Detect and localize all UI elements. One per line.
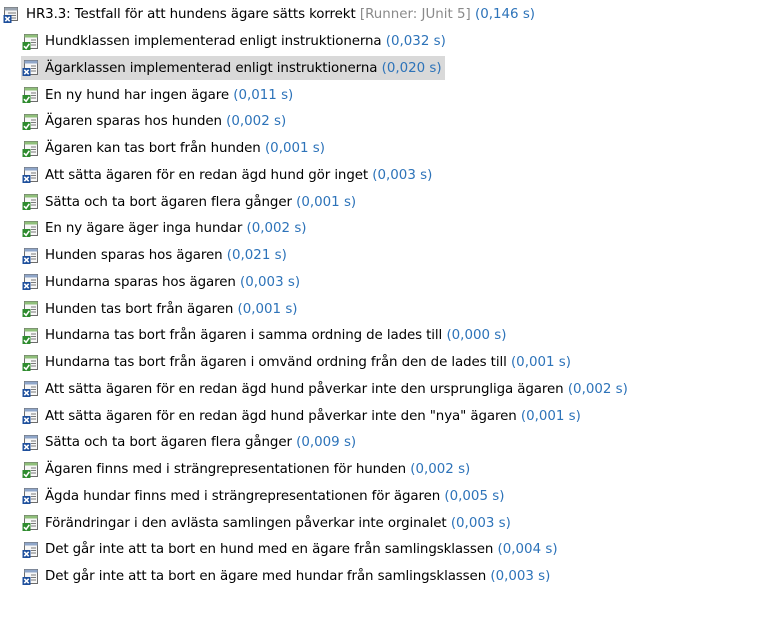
test-case-row[interactable] bbox=[21, 377, 631, 402]
test-suite-label[interactable] bbox=[2, 3, 538, 27]
test-case-time: (0,032 s) bbox=[385, 34, 446, 49]
test-case-row[interactable] bbox=[21, 404, 584, 429]
test-passed-icon bbox=[22, 514, 40, 532]
test-passed-icon bbox=[22, 300, 40, 318]
test-passed-icon bbox=[22, 354, 40, 372]
test-case-row[interactable] bbox=[21, 29, 449, 54]
test-case-row[interactable] bbox=[21, 56, 445, 81]
test-case-name: Sätta och ta bort ägaren flera gånger bbox=[45, 435, 292, 451]
test-case-time: (0,009 s) bbox=[296, 435, 357, 451]
test-case-row[interactable] bbox=[21, 537, 561, 562]
test-case-row[interactable] bbox=[21, 190, 359, 215]
test-suite-failed-icon bbox=[3, 6, 21, 24]
test-failed-icon bbox=[22, 434, 40, 452]
test-case-row[interactable] bbox=[21, 270, 303, 295]
test-case-name: Ägaren finns med i strängrepresentationen för hunden bbox=[45, 462, 406, 477]
test-case-name: Att sätta ägaren för en redan ägd hund påverkar inte den "nya" ägaren bbox=[45, 408, 517, 424]
test-case-name: Hunden tas bort från ägaren bbox=[45, 301, 234, 317]
test-case-time: (0,002 s) bbox=[246, 221, 307, 237]
test-suite-name: HR3.3: Testfall för att hundens ägare sätts korrekt bbox=[26, 7, 356, 22]
test-failed-icon bbox=[22, 166, 40, 184]
test-case-row[interactable] bbox=[21, 243, 290, 268]
test-failed-icon bbox=[22, 380, 40, 398]
test-case-row[interactable] bbox=[21, 83, 296, 108]
test-case-name: En ny hund har ingen ägare bbox=[45, 87, 229, 103]
test-case-time: (0,001 s) bbox=[296, 194, 357, 210]
test-case-row[interactable] bbox=[21, 484, 507, 509]
test-case-label[interactable] bbox=[21, 431, 359, 455]
test-case-row[interactable] bbox=[21, 457, 473, 482]
test-failed-icon bbox=[22, 541, 40, 559]
test-case-row[interactable] bbox=[21, 136, 328, 161]
test-case-label[interactable] bbox=[21, 163, 435, 187]
test-case-label[interactable] bbox=[21, 484, 507, 508]
test-case-row[interactable] bbox=[21, 511, 514, 536]
test-case-time: (0,001 s) bbox=[237, 301, 298, 317]
test-case-label[interactable] bbox=[21, 538, 561, 562]
test-case-label[interactable] bbox=[21, 404, 584, 428]
test-suite-time: (0,146 s) bbox=[475, 7, 536, 22]
test-case-time: (0,002 s) bbox=[226, 114, 287, 130]
test-case-label[interactable] bbox=[21, 297, 301, 321]
test-case-time: (0,001 s) bbox=[510, 355, 571, 370]
test-case-label[interactable] bbox=[21, 190, 359, 214]
test-case-time: (0,001 s) bbox=[264, 141, 325, 156]
test-passed-icon bbox=[22, 193, 40, 211]
test-case-label[interactable] bbox=[21, 110, 289, 134]
test-case-label[interactable] bbox=[21, 377, 631, 401]
test-case-label[interactable] bbox=[21, 511, 514, 535]
test-case-time: (0,011 s) bbox=[233, 87, 294, 103]
test-case-label[interactable] bbox=[21, 351, 574, 375]
test-passed-icon bbox=[22, 33, 40, 51]
test-failed-icon bbox=[22, 273, 40, 291]
test-passed-icon bbox=[22, 140, 40, 158]
test-passed-icon bbox=[22, 86, 40, 104]
runner-label: [Runner: JUnit 5] bbox=[359, 7, 471, 22]
test-case-row[interactable] bbox=[21, 323, 509, 348]
test-case-time: (0,003 s) bbox=[450, 515, 511, 531]
test-case-label[interactable] bbox=[21, 270, 303, 294]
test-case-time: (0,021 s) bbox=[226, 248, 287, 263]
test-case-name: Hunden sparas hos ägaren bbox=[45, 248, 223, 263]
test-failed-icon bbox=[22, 407, 40, 425]
test-passed-icon bbox=[22, 113, 40, 131]
test-failed-icon bbox=[22, 59, 40, 77]
test-case-time: (0,001 s) bbox=[520, 408, 581, 424]
test-case-row[interactable] bbox=[21, 350, 574, 375]
test-case-row[interactable] bbox=[21, 430, 359, 455]
test-passed-icon bbox=[22, 327, 40, 345]
test-case-name: Hundarna tas bort från ägaren i samma ordning de lades till bbox=[45, 328, 443, 344]
test-case-label[interactable] bbox=[21, 83, 296, 107]
test-case-label[interactable] bbox=[21, 217, 310, 241]
test-case-time: (0,000 s) bbox=[446, 328, 507, 344]
test-case-name: Sätta och ta bort ägaren flera gånger bbox=[45, 194, 292, 210]
test-failed-icon bbox=[22, 487, 40, 505]
test-case-time: (0,020 s) bbox=[381, 60, 442, 76]
test-case-label[interactable] bbox=[21, 56, 445, 80]
test-case-label[interactable] bbox=[21, 30, 449, 54]
test-case-time: (0,003 s) bbox=[240, 274, 301, 290]
test-case-row[interactable] bbox=[21, 297, 301, 322]
test-case-time: (0,003 s) bbox=[490, 569, 551, 584]
test-failed-icon bbox=[22, 568, 40, 586]
test-case-name: Ägaren kan tas bort från hunden bbox=[45, 141, 261, 156]
test-case-name: Ägarklassen implementerad enligt instruktionerna bbox=[45, 60, 378, 76]
test-case-label[interactable] bbox=[21, 137, 328, 161]
test-case-name: Förändringar i den avlästa samlingen påverkar inte orginalet bbox=[45, 515, 447, 531]
test-case-name: Det går inte att ta bort en ägare med hundar från samlingsklassen bbox=[45, 569, 487, 584]
test-case-name: Ägda hundar finns med i strängrepresentationen för ägaren bbox=[45, 488, 441, 504]
test-case-row[interactable] bbox=[21, 564, 553, 589]
test-case-name: Hundklassen implementerad enligt instruktionerna bbox=[45, 34, 382, 49]
test-case-label[interactable] bbox=[21, 324, 509, 348]
test-case-row[interactable] bbox=[21, 163, 435, 188]
test-case-row[interactable] bbox=[21, 216, 310, 241]
test-case-name: Att sätta ägaren för en redan ägd hund gör inget bbox=[45, 167, 369, 183]
test-case-name: Det går inte att ta bort en hund med en ägare från samlingsklassen bbox=[45, 542, 494, 558]
test-case-name: Ägaren sparas hos hunden bbox=[45, 114, 222, 130]
test-case-time: (0,004 s) bbox=[497, 542, 558, 558]
test-case-label[interactable] bbox=[21, 244, 290, 268]
test-passed-icon bbox=[22, 220, 40, 238]
test-failed-icon bbox=[22, 247, 40, 265]
test-passed-icon bbox=[22, 461, 40, 479]
test-case-row[interactable] bbox=[21, 109, 289, 134]
test-case-time: (0,002 s) bbox=[567, 381, 628, 397]
test-suite-row[interactable] bbox=[2, 2, 538, 27]
test-case-time: (0,003 s) bbox=[372, 167, 433, 183]
test-case-name: En ny ägare äger inga hundar bbox=[45, 221, 243, 237]
test-case-time: (0,002 s) bbox=[410, 462, 471, 477]
test-case-label[interactable] bbox=[21, 458, 473, 482]
test-case-label[interactable] bbox=[21, 565, 553, 589]
test-case-name: Hundarna sparas hos ägaren bbox=[45, 274, 236, 290]
test-case-time: (0,005 s) bbox=[444, 488, 505, 504]
test-case-name: Att sätta ägaren för en redan ägd hund påverkar inte den ursprungliga ägaren bbox=[45, 381, 564, 397]
test-case-name: Hundarna tas bort från ägaren i omvänd ordning från den de lades till bbox=[45, 355, 507, 370]
